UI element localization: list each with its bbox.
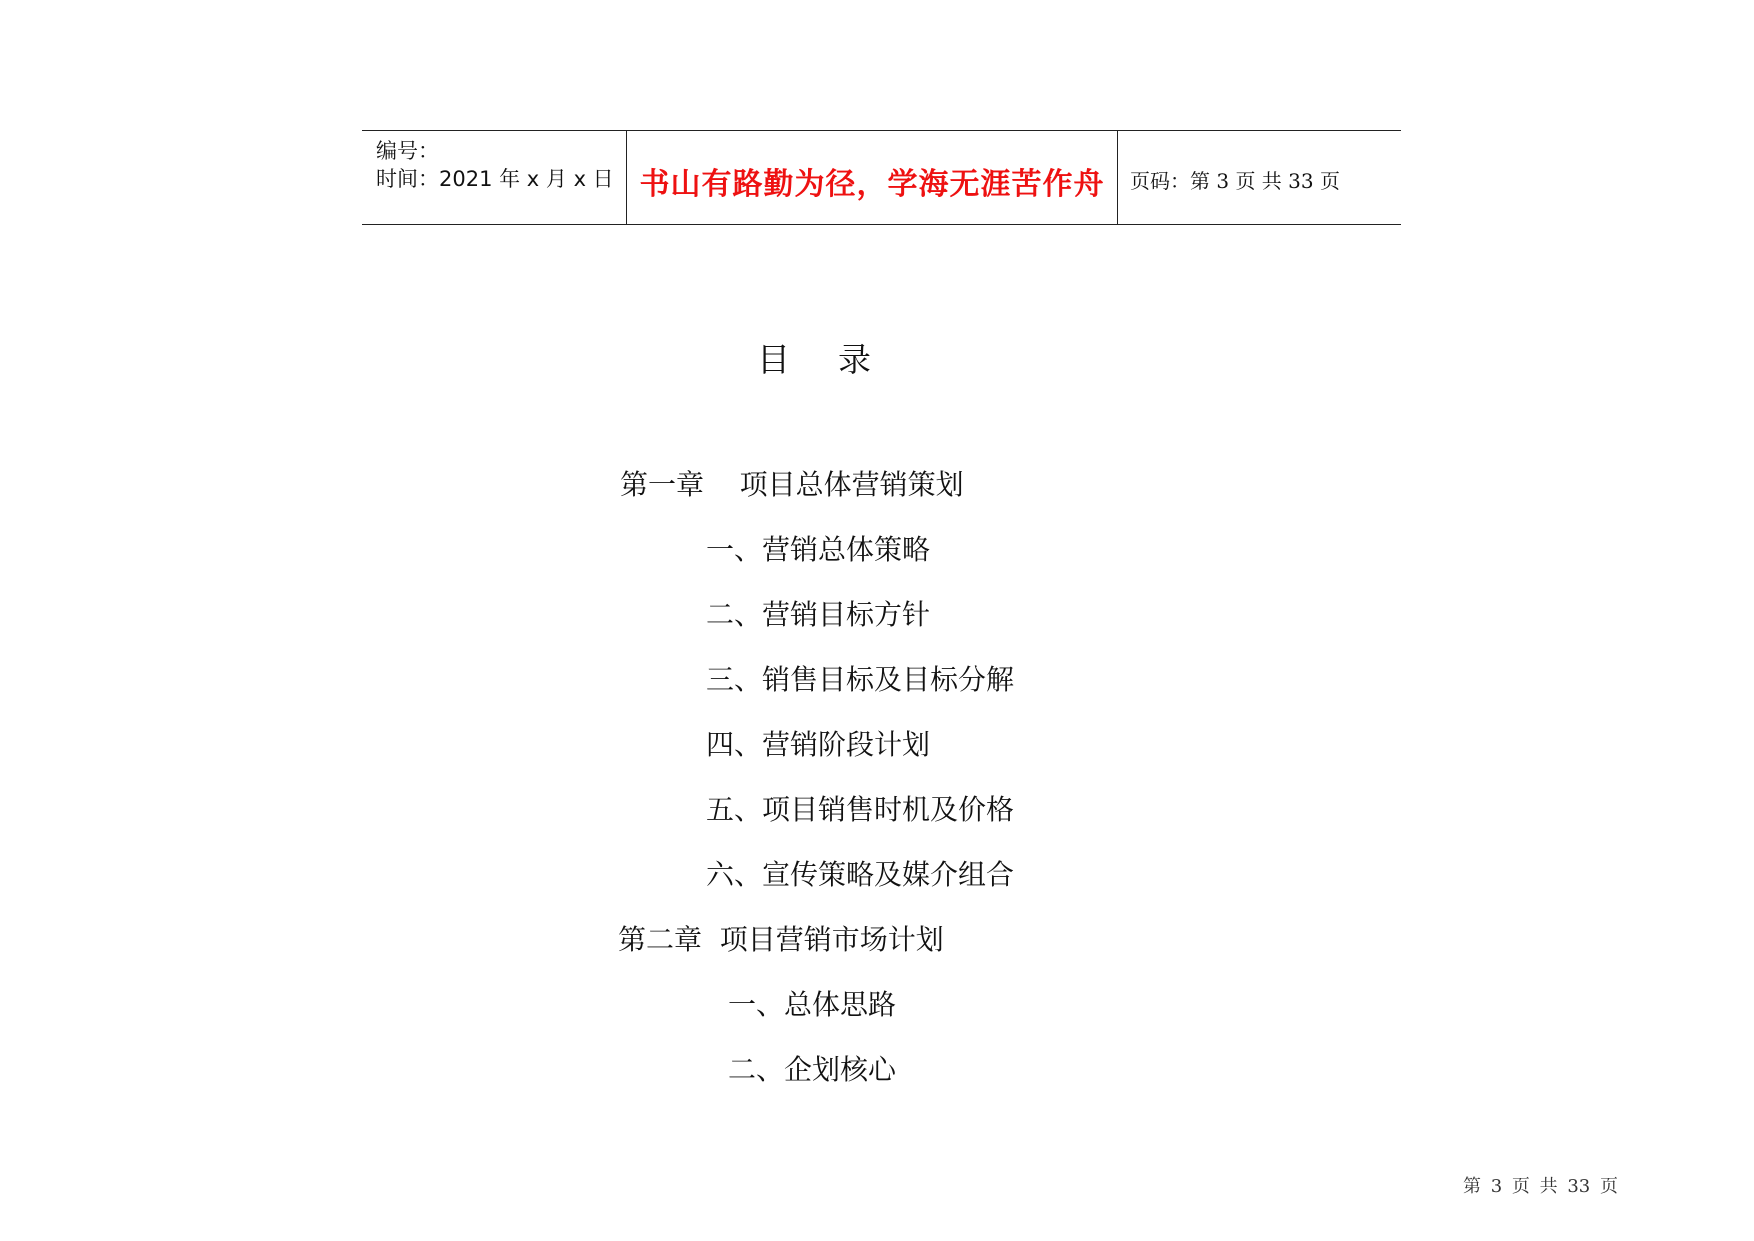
toc-item-1-5: 五、项目销售时机及价格 xyxy=(706,793,1015,826)
toc-item-1-1: 一、营销总体策略 xyxy=(706,533,931,566)
header-page-number: 页码：第 3 页 共 33 页 xyxy=(1130,169,1340,193)
header-info-cell xyxy=(362,131,627,224)
serial-number-label: 编号： xyxy=(376,139,439,163)
toc-chapter-2: 第二章 项目营销市场计划 xyxy=(618,923,944,956)
date-text: 时间：2021 年 x 月 x 日 xyxy=(376,167,614,191)
toc-item-2-1: 一、总体思路 xyxy=(728,988,897,1021)
page-header-table xyxy=(362,130,1401,225)
motto-text: 书山有路勤为径，学海无涯苦作舟 xyxy=(639,167,1105,202)
toc-title: 目录 xyxy=(757,340,919,379)
toc-item-1-3: 三、销售目标及目标分解 xyxy=(706,663,1015,696)
header-motto-cell xyxy=(627,131,1118,224)
toc-item-1-4: 四、营销阶段计划 xyxy=(706,728,931,761)
footer-page-number: 第 3 页 共 33 页 xyxy=(1463,1176,1618,1197)
header-page-cell xyxy=(1118,131,1401,224)
toc-item-1-2: 二、营销目标方针 xyxy=(706,598,931,631)
toc-item-1-6: 六、宣传策略及媒介组合 xyxy=(706,858,1015,891)
toc-item-2-2: 二、企划核心 xyxy=(728,1053,897,1086)
toc-chapter-1: 第一章 项目总体营销策划 xyxy=(620,468,964,501)
